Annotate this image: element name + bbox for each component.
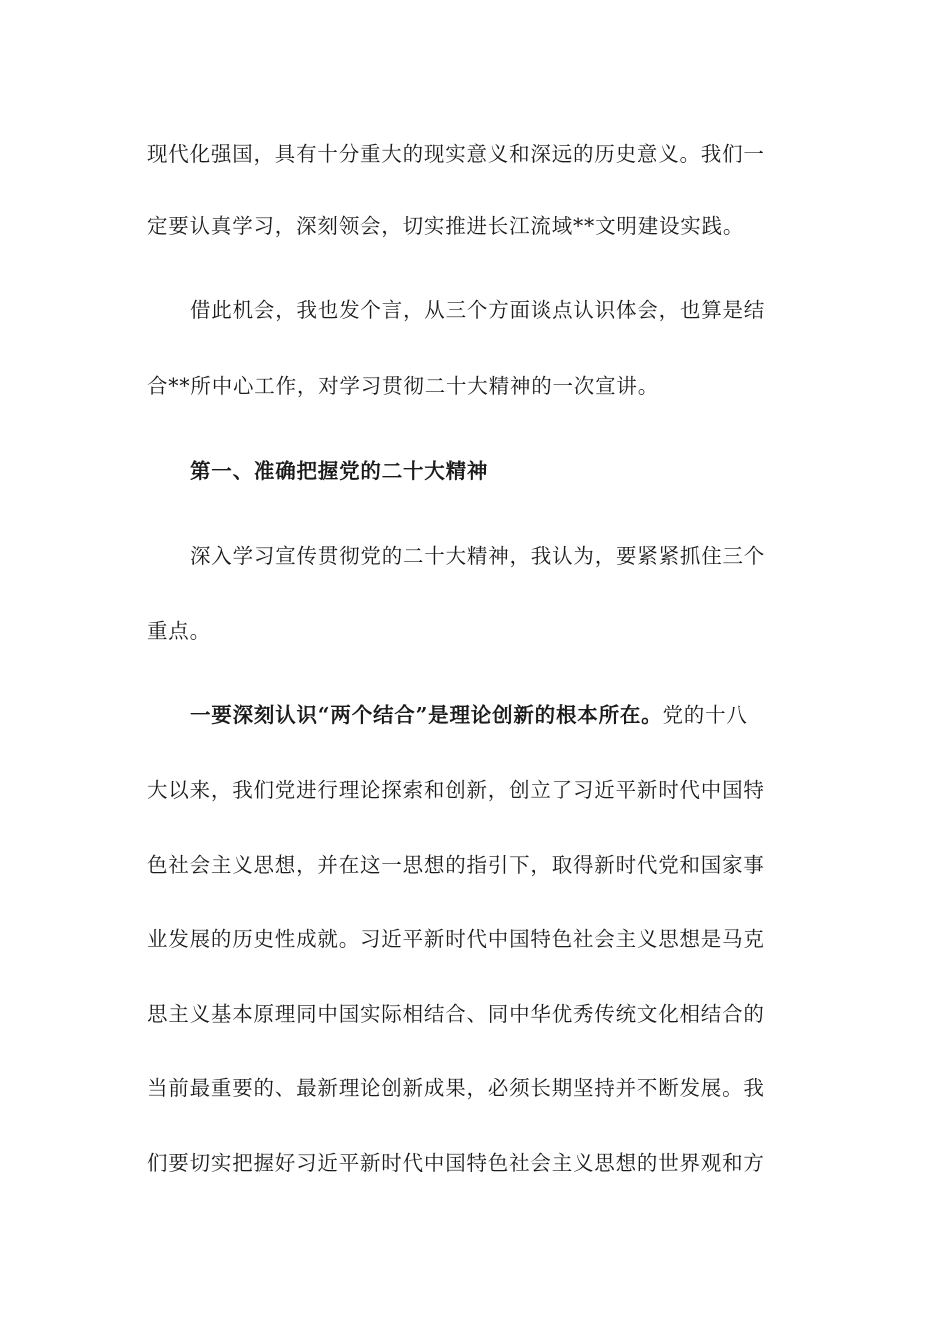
- emphasis-text: 一要深刻认识“两个结合”是理论创新的根本所在。: [190, 703, 663, 727]
- paragraph-line-14: 们要切实把握好习近平新时代中国特色社会主义思想的世界观和方: [147, 1151, 765, 1175]
- paragraph-line-8: [190, 700, 807, 730]
- paragraph-line-12: 思主义基本原理同中国实际相结合、同中华优秀传统文化相结合的: [147, 1002, 765, 1026]
- paragraph-line-10: 色社会主义思想，并在这一思想的指引下，取得新时代党和国家事: [147, 853, 765, 877]
- paragraph-line-9: 大以来，我们党进行理论探索和创新，创立了习近平新时代中国特: [147, 778, 765, 802]
- paragraph-line-7: 重点。: [147, 619, 211, 643]
- section-heading: 第一、准确把握党的二十大精神: [190, 459, 489, 483]
- paragraph-line-3: 借此机会，我也发个言，从三个方面谈点认识体会，也算是结: [190, 298, 766, 322]
- paragraph-text: 党的十八: [662, 703, 748, 727]
- paragraph-line-1: 现代化强国，具有十分重大的现实意义和深远的历史意义。我们一: [147, 142, 765, 166]
- paragraph-line-4: 合**所中心工作，对学习贯彻二十大精神的一次宣讲。: [147, 374, 659, 398]
- paragraph-line-13: 当前最重要的、最新理论创新成果，必须长期坚持并不断发展。我: [147, 1076, 765, 1100]
- paragraph-line-11: 业发展的历史性成就。习近平新时代中国特色社会主义思想是马克: [147, 927, 765, 951]
- paragraph-line-2: 定要认真学习，深刻领会，切实推进长江流域**文明建设实践。: [147, 214, 745, 238]
- paragraph-line-6: 深入学习宣传贯彻党的二十大精神，我认为，要紧紧抓住三个: [190, 544, 766, 568]
